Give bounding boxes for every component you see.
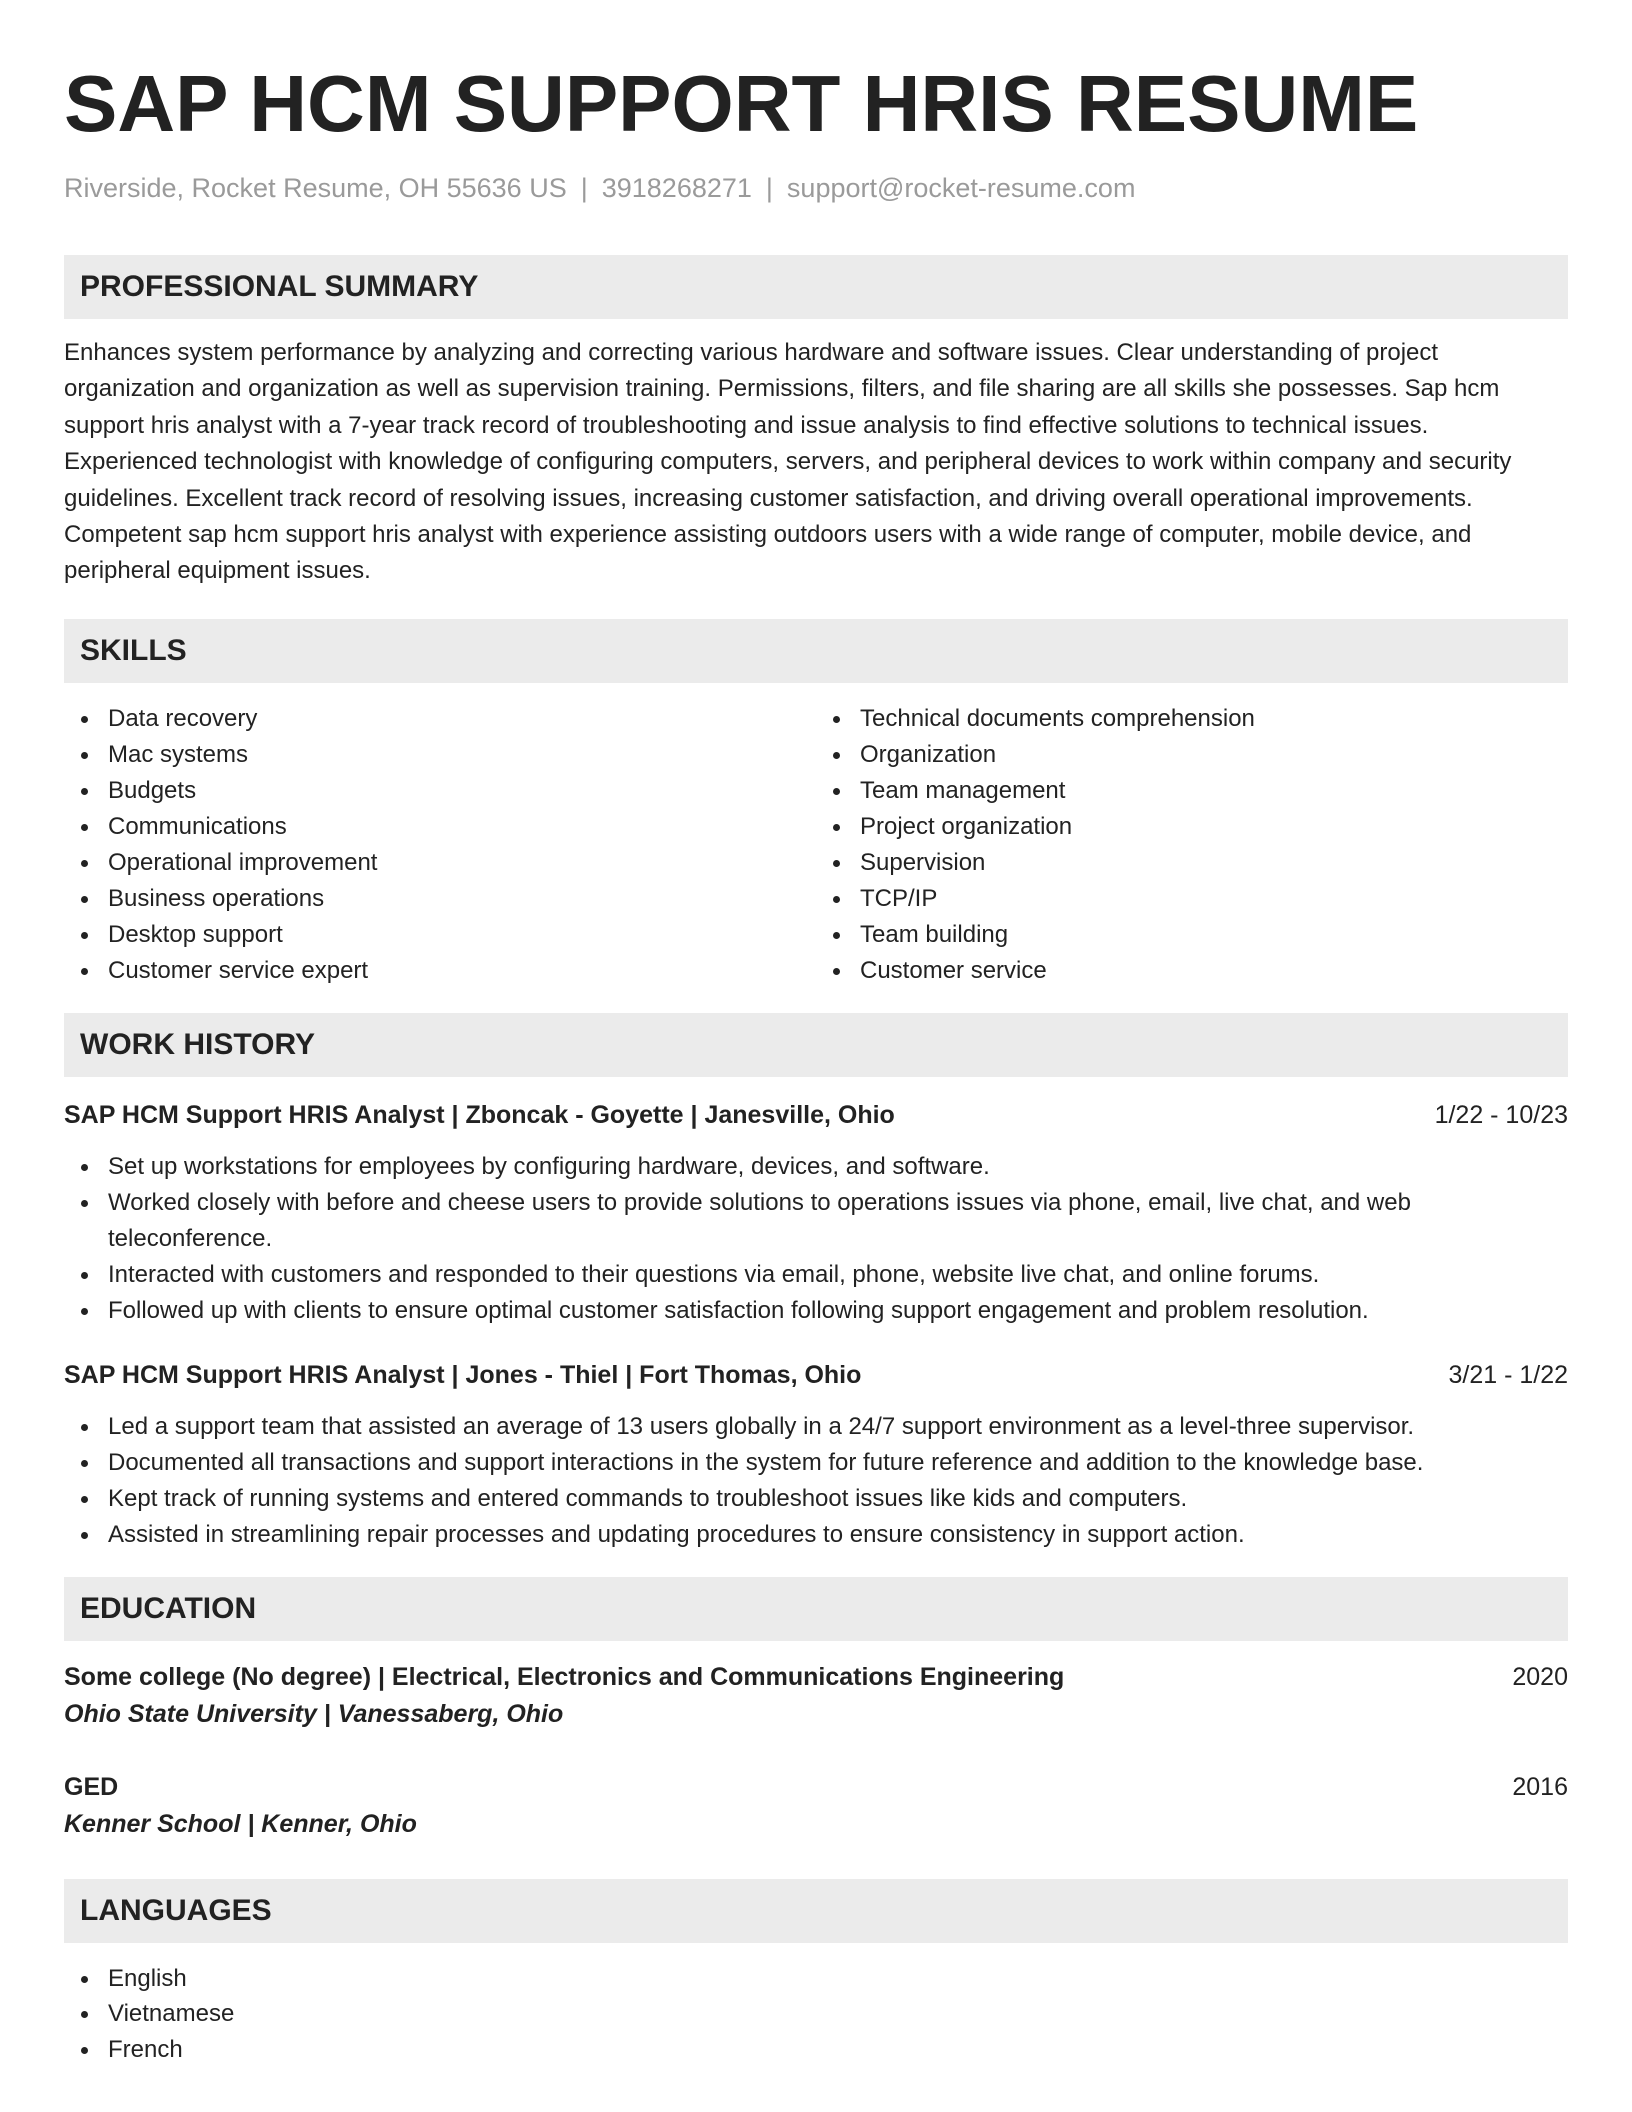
- skill-item: Operational improvement: [108, 845, 816, 881]
- skill-item: Supervision: [860, 845, 1568, 881]
- job-dates: 3/21 - 1/22: [1448, 1360, 1568, 1389]
- skill-item: Customer service: [860, 953, 1568, 989]
- summary-text: Enhances system performance by analyzing and correcting various hardware and software issues. Clear understanding of project organization and organization as well as supervision training. Permissions, filters, and file sharing are all skills she possesses. Sap hcm support hris analyst with a 7-year track record of troubleshooting and issue analysis to find effective solutions to technical issues. Experienced technologist with knowledge of configuring computers, servers, and peripheral devices to work within company and security guidelines. Excellent track record of resolving issues, increasing customer satisfaction, and driving overall operational improvements. Competent sap hcm support hris analyst with experience assisting outdoors users with a wide range of computer, mobile device, and peripheral equipment issues.: [64, 339, 1512, 585]
- skills-heading: SKILLS: [64, 619, 1568, 683]
- education-degree: GED: [64, 1772, 119, 1801]
- contact-address: Riverside, Rocket Resume, OH 55636 US: [64, 173, 567, 203]
- work-history-heading: WORK HISTORY: [64, 1013, 1568, 1077]
- job-bullets: [64, 1409, 1568, 1553]
- contact-line: [64, 170, 1568, 206]
- education-degree: Some college (No degree) | Electrical, Electronics and Communications Engineering: [64, 1662, 1065, 1691]
- languages-list: [64, 1961, 1568, 2068]
- skill-item: Team building: [860, 917, 1568, 953]
- job-header: [64, 1357, 1568, 1393]
- languages-heading: LANGUAGES: [64, 1879, 1568, 1943]
- job-bullet: Worked closely with before and cheese users to provide solutions to operations issues via phone, email, live chat, and web teleconference.: [108, 1185, 1568, 1257]
- job-bullets: [64, 1149, 1568, 1329]
- skill-item: Data recovery: [108, 701, 816, 737]
- skill-item: Mac systems: [108, 737, 816, 773]
- skill-item: Business operations: [108, 881, 816, 917]
- contact-separator: |: [765, 173, 773, 203]
- skill-item: Technical documents comprehension: [860, 701, 1568, 737]
- language-item: English: [108, 1961, 1568, 1997]
- skill-item: TCP/IP: [860, 881, 1568, 917]
- job-entry: [64, 1357, 1568, 1553]
- education-entry: [64, 1659, 1568, 1733]
- language-item: Vietnamese: [108, 1996, 1568, 2032]
- skill-item: Project organization: [860, 809, 1568, 845]
- summary-heading: PROFESSIONAL SUMMARY: [64, 255, 1568, 319]
- job-bullet: Kept track of running systems and entered commands to troubleshoot issues like kids and computers.: [108, 1481, 1568, 1517]
- education-heading: EDUCATION: [64, 1577, 1568, 1641]
- job-entry: [64, 1097, 1568, 1329]
- education-header: [64, 1659, 1568, 1695]
- job-bullet: Documented all transactions and support interactions in the system for future reference and addition to the knowledge base.: [108, 1445, 1568, 1481]
- education-school: Kenner School | Kenner, Ohio: [64, 1809, 417, 1838]
- education-year: 2016: [1512, 1772, 1568, 1801]
- skills-column-left: [64, 701, 816, 989]
- education-year: 2020: [1512, 1662, 1568, 1691]
- contact-separator: |: [580, 173, 588, 203]
- language-item: French: [108, 2032, 1568, 2068]
- job-bullet: Interacted with customers and responded to their questions via email, phone, website live chat, and online forums.: [108, 1257, 1568, 1293]
- skills-column-right: [816, 701, 1568, 989]
- skill-item: Desktop support: [108, 917, 816, 953]
- job-bullet: Followed up with clients to ensure optimal customer satisfaction following support engagement and problem resolution.: [108, 1293, 1568, 1329]
- skill-item: Customer service expert: [108, 953, 816, 989]
- job-bullet: Set up workstations for employees by configuring hardware, devices, and software.: [108, 1149, 1568, 1185]
- resume-title: SAP HCM SUPPORT HRIS RESUME: [64, 59, 1419, 148]
- contact-phone: 3918268271: [601, 173, 752, 203]
- education-header: [64, 1769, 1568, 1805]
- education-school: Ohio State University | Vanessaberg, Ohio: [64, 1699, 564, 1728]
- skill-item: Communications: [108, 809, 816, 845]
- job-bullet: Led a support team that assisted an average of 13 users globally in a 24/7 support environment as a level-three supervisor.: [108, 1409, 1568, 1445]
- job-header: [64, 1097, 1568, 1133]
- job-title: SAP HCM Support HRIS Analyst | Jones - Thiel | Fort Thomas, Ohio: [64, 1360, 862, 1389]
- job-title: SAP HCM Support HRIS Analyst | Zboncak - Goyette | Janesville, Ohio: [64, 1100, 895, 1129]
- job-dates: 1/22 - 10/23: [1434, 1100, 1568, 1129]
- skills-list: [64, 701, 1568, 989]
- job-bullet: Assisted in streamlining repair processes and updating procedures to ensure consistency in support action.: [108, 1517, 1568, 1553]
- skill-item: Organization: [860, 737, 1568, 773]
- education-entry: [64, 1769, 1568, 1843]
- contact-email: support@rocket-resume.com: [786, 173, 1136, 203]
- skill-item: Budgets: [108, 773, 816, 809]
- skill-item: Team management: [860, 773, 1568, 809]
